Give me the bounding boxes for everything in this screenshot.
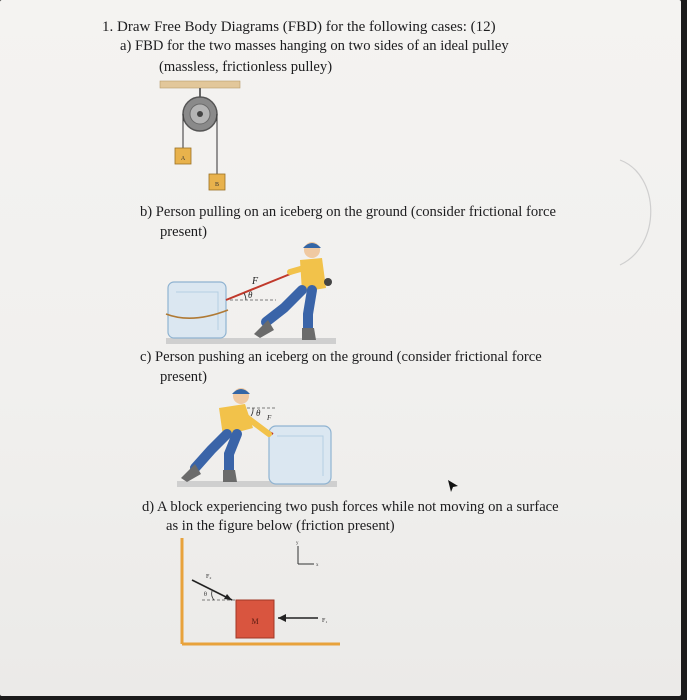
part-c-line1: c) Person pushing an iceberg on the ground (consider frictional force [140, 349, 542, 365]
force1-label: F₁ [322, 618, 328, 624]
axis-x-label: x [316, 563, 319, 568]
mass-label: M [251, 617, 259, 626]
pushing-figure [175, 384, 340, 492]
force-label: F [267, 414, 272, 422]
question-title: 1. Draw Free Body Diagrams (FBD) for the following cases: (12) [102, 19, 496, 35]
pencil-mark [600, 150, 670, 280]
mass-a-label: A [180, 156, 186, 162]
angle-label: θ [204, 592, 207, 598]
part-a-line1: a) FBD for the two masses hanging on two sides of an ideal pulley [120, 38, 509, 54]
part-d-line1: d) A block experiencing two push forces while not moving on a surface [142, 499, 559, 515]
part-b-line1: b) Person pulling on an iceberg on the ground (consider frictional force [140, 204, 556, 220]
part-a-line2: (massless, frictionless pulley) [159, 59, 333, 75]
pulley-figure [155, 78, 250, 203]
axis-y-label: y [296, 541, 299, 546]
mass-b-label: B [214, 182, 220, 188]
angle-label: θ [248, 290, 253, 300]
part-b-line2: present) [160, 224, 208, 240]
part-d-line2: as in the figure below (friction present) [166, 518, 395, 534]
block-figure [178, 538, 348, 650]
iceberg [168, 282, 226, 338]
angle-label: θ [256, 408, 261, 418]
force-label: F [252, 276, 259, 287]
cursor-icon [446, 478, 460, 494]
iceberg [269, 426, 331, 484]
part-c-line2: present) [160, 369, 208, 385]
pulling-figure [162, 238, 342, 350]
force2-label: F₂ [206, 574, 212, 580]
